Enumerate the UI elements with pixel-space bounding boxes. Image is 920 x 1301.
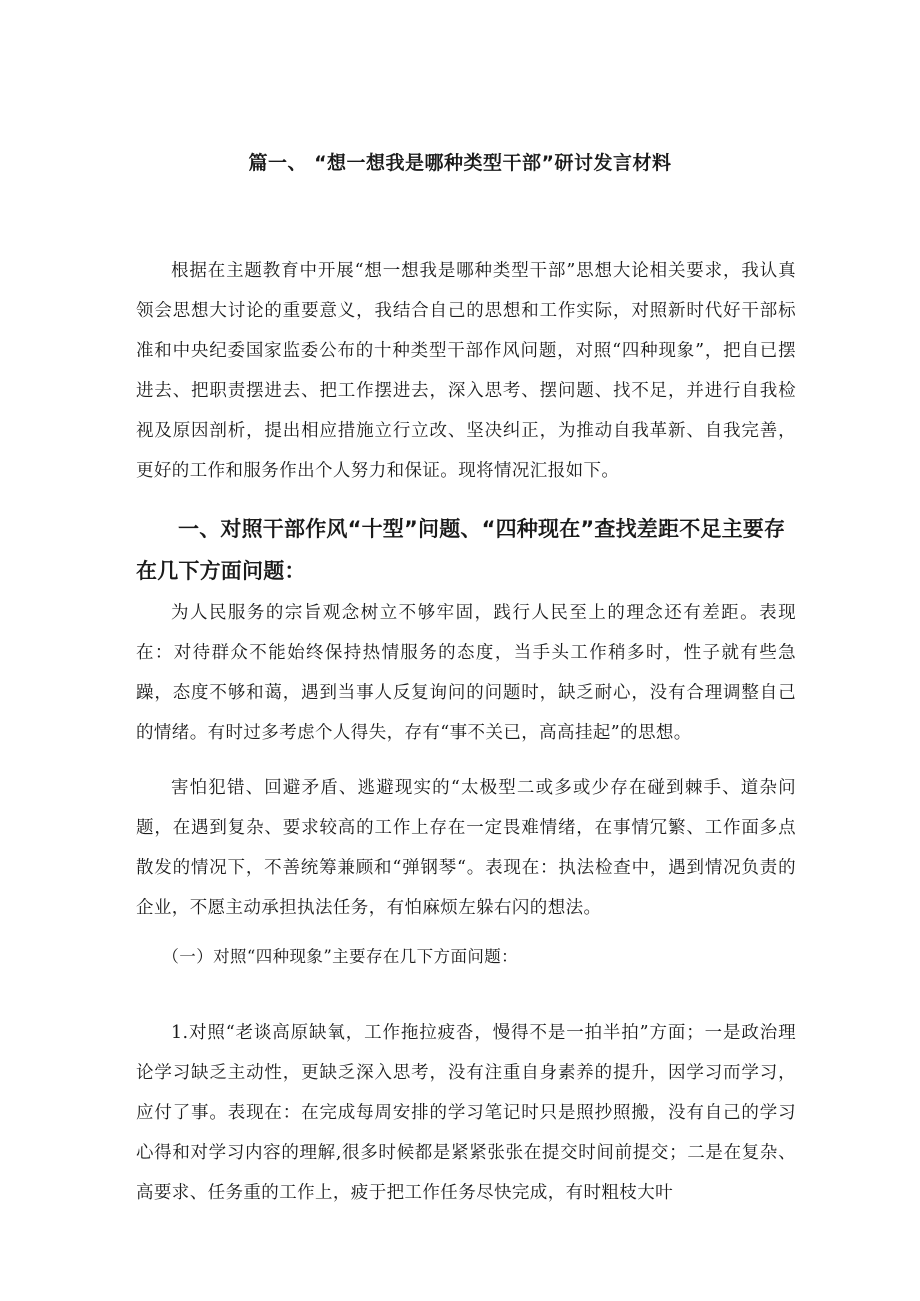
fear-problem-paragraph: 害怕犯错、回避矛盾、逃避现实的“太极型二或多或少存在碰到棘手、道杂问题，在遇到复杂、要求较高的工作上存在一定畏难情绪，在事情冗繁、工作面多点散发的情况下，不善统筹兼顾和“弹钢琴“。表现在：执法检查中，遇到情况负责的企业，不愿主动承担执法任务，有怕麻烦左躲右闪的想法。 <box>136 778 796 918</box>
subheading-four-phenomena: （一）对照“四种现象”主要存在几下方面问题： <box>162 947 519 966</box>
service-problem-paragraph: 为人民服务的宗旨观念树立不够牢固，践行人民至上的理念还有差距。表现在：对待群众不能始终保持热情服务的态度，当手头工作稍多时，性子就有些急躁，态度不够和蔼，遇到当事人反复询问的问题时，缺乏耐心，没有合理调整自己的情绪。有时过多考虑个人得失，存有“事不关已，高高挂起”的思想。 <box>136 603 796 743</box>
item-1-paragraph: 1.对照“老谈高原缺氧，工作拖拉疲沓，慢得不是一拍半拍”方面；一是政治理论学习缺乏主动性，更缺乏深入思考，没有注重自身素养的提升，因学习而学习，应付了事。表现在：在完成每周安排的学习笔记时只是照抄照搬，没有自己的学习心得和对学习内容的理解,很多时候都是紧紧张张在提交时间前提交；二是在复杂、高要求、任务重的工作上，疲于把工作任务尽快完成，有时粗枝大叶 <box>136 1023 796 1203</box>
section-heading-1: 一、对照干部作风“十型”问题、“四种现在”查找差距不足主要存在几下方面问题： <box>136 517 786 583</box>
intro-paragraph: 根据在主题教育中开展“想一想我是哪种类型干部”思想大论相关要求，我认真领会思想大讨论的重要意义，我结合自己的思想和工作实际，对照新时代好干部标准和中央纪委国家监委公布的十种类型干部作风问题，对照“四种现象”，把自已摆进去、把职责摆进去、把工作摆进去，深入思考、摆问题、找不足，并进行自我检视及原因剖析，提出相应措施立行立改、坚决纠正，为推动自我革新、自我完善，更好的工作和服务作出个人努力和保证。现将情况汇报如下。 <box>136 261 796 481</box>
document-title: 篇一、 “想一想我是哪种类型干部”研讨发言材料 <box>248 152 672 174</box>
